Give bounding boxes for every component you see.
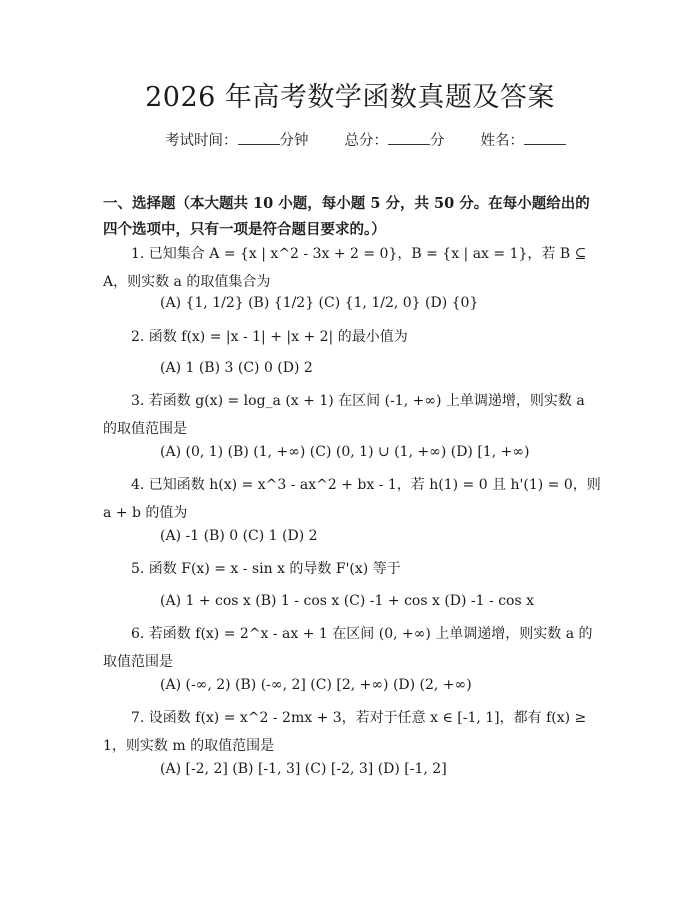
question-stem-5: 5. 函数 F(x) = x - sin x 的导数 F'(x) 等于 [131, 561, 401, 577]
time-blank [238, 130, 280, 145]
question-stem-4: 4. 已知函数 h(x) = x^3 - ax^2 + bx - 1，若 h(1) = 0 且 h'(1) = 0，则 a + b 的值为 [103, 477, 601, 521]
score-label: 总分： [344, 133, 388, 149]
question-stem-3: 3. 若函数 g(x) = log_a (x + 1) 在区间 (-1, +∞) 上单调递增，则实数 a 的取值范围是 [103, 393, 585, 437]
score-unit: 分 [430, 133, 445, 149]
name-label: 姓名： [480, 133, 524, 149]
question-options-7: (A) [-2, 2] (B) [-1, 3] (C) [-2, 3] (D) [-1, 2] [160, 761, 447, 777]
question-options-6: (A) (-∞, 2) (B) (-∞, 2] (C) [2, +∞) (D) (2, +∞) [160, 677, 472, 693]
question-options-1: (A) {1, 1/2} (B) {1/2} (C) {1, 1/2, 0} (D) {0} [160, 295, 479, 311]
question-options-5: (A) 1 + cos x (B) 1 - cos x (C) -1 + cos x (D) -1 - cos x [160, 593, 534, 609]
question-stem-2: 2. 函数 f(x) = |x - 1| + |x + 2| 的最小值为 [131, 329, 408, 345]
question-stem-6: 6. 若函数 f(x) = 2^x - ax + 1 在区间 (0, +∞) 上单调递增，则实数 a 的取值范围是 [103, 626, 593, 670]
time-label: 考试时间： [165, 133, 238, 149]
time-unit: 分钟 [279, 133, 309, 149]
page-title: 2026 年高考数学函数真题及答案 [145, 82, 555, 113]
question-stem-1: 1. 已知集合 A = {x | x^2 - 3x + 2 = 0}，B = {x | ax = 1}，若 B ⊆ A，则实数 a 的取值集合为 [103, 246, 587, 290]
question-options-3: (A) (0, 1) (B) (1, +∞) (C) (0, 1) ∪ (1, +∞) (D) [1, +∞) [160, 444, 530, 460]
section-heading: 一、选择题（本大题共 10 小题，每小题 5 分，共 50 分。在每小题给出的四个选项中，只有一项是符合题目要求的。） [103, 195, 590, 238]
question-stem-7: 7. 设函数 f(x) = x^2 - 2mx + 3，若对于任意 x ∈ [-1, 1]，都有 f(x) ≥ 1，则实数 m 的取值范围是 [103, 710, 587, 754]
exam-info-line [165, 130, 566, 152]
score-blank [388, 130, 430, 145]
question-options-2: (A) 1 (B) 3 (C) 0 (D) 2 [160, 360, 313, 376]
name-blank [524, 130, 566, 145]
question-options-4: (A) -1 (B) 0 (C) 1 (D) 2 [160, 528, 318, 544]
